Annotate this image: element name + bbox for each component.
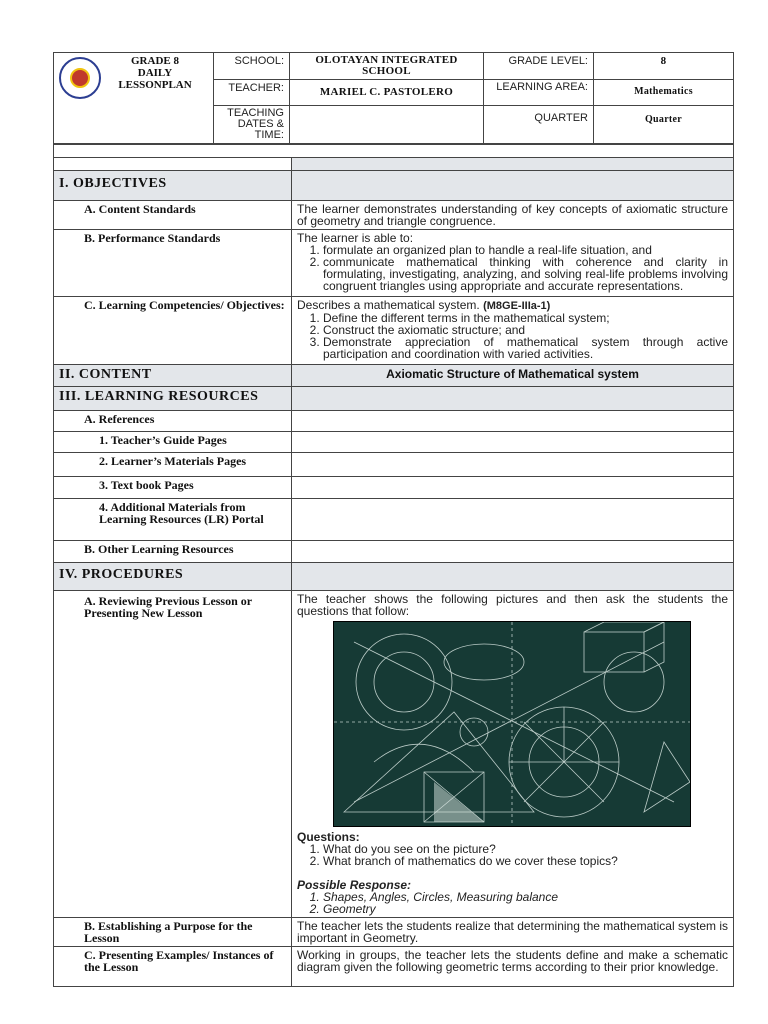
teaching-dates-label: TEACHING DATES & TIME: — [214, 106, 290, 144]
list-item: 1. Define the different terms in the mathematical system; — [323, 312, 728, 324]
quarter-value: Quarter — [594, 106, 734, 144]
list-item: 2. Construct the axiomatic structure; and — [323, 324, 728, 336]
learning-area-value: Mathematics — [594, 80, 734, 106]
textbook-pages-label: 3. Text book Pages — [54, 477, 292, 499]
list-item: 1. Shapes, Angles, Circles, Measuring balance — [323, 891, 728, 903]
teacher-value: MARIEL C. PASTOLERO — [290, 80, 484, 106]
content-heading: II. CONTENT — [54, 365, 292, 387]
main-table — [53, 144, 734, 987]
school-value: OLOTAYAN INTEGRATED SCHOOL — [290, 53, 484, 80]
establishing-purpose-label: B. Establishing a Purpose for the Lesson — [54, 918, 292, 947]
reviewing-lesson-cell: The teacher shows the following pictures and then ask the students the questions that follow: Questions: 1. What do you see on the picture? 2. What branch of mathematics do we cover these topics? Possible Response: 1. Shapes, Angles, Circles, Measuring balance 2. Geometry — [292, 591, 734, 918]
list-item: 3. Demonstrate appreciation of mathematical system through active participation and coordination with varied activities. — [323, 336, 728, 360]
tg-pages-label: 1. Teacher’s Guide Pages — [54, 432, 292, 453]
establishing-purpose-text: The teacher lets the students realize that determining the mathematical system is important in Geometry. — [292, 918, 734, 947]
school-label: SCHOOL: — [214, 53, 290, 80]
list-item: 2. What branch of mathematics do we cover these topics? — [323, 855, 728, 867]
performance-standards-text: The learner is able to: 1. formulate an organized plan to handle a real-life situation, and 2. communicate mathematical thinking with coherence and clarity in formulating, investigating, analyzing, and solving real-life problems involving congruent triangles using appropriate and accurate representations. — [292, 230, 734, 297]
possible-response-label: Possible Response: — [297, 878, 412, 892]
reviewing-lesson-label: A. Reviewing Previous Lesson or Presenting New Lesson — [54, 591, 292, 918]
teacher-label: TEACHER: — [214, 80, 290, 106]
performance-standards-label: B. Performance Standards — [54, 230, 292, 297]
geometry-drawing-icon — [334, 622, 690, 826]
header-table — [53, 52, 734, 144]
list-item: 2. communicate mathematical thinking with coherence and clarity in formulating, investigating, analyzing, and solving real-life problems involving congruent triangles using appropriate and accurate representations. — [323, 256, 728, 292]
competency-code: (M8GE-IIIa-1) — [483, 300, 551, 312]
content-text: Axiomatic Structure of Mathematical system — [292, 365, 734, 387]
lr-portal-label: 4. Additional Materials from Learning Resources (LR) Portal — [54, 499, 292, 541]
list-item: 2. Geometry — [323, 903, 728, 915]
lesson-plan-title: GRADE 8 DAILY LESSONPLAN — [54, 53, 214, 144]
competencies-text: Describes a mathematical system. (M8GE-IIIa-1) 1. Define the different terms in the mathematical system; 2. Construct the axiomatic structure; and 3. Demonstrate appreciation of mathematical system through active participation and coordination with varied activities. — [292, 297, 734, 365]
competencies-label: C. Learning Competencies/ Objectives: — [54, 297, 292, 365]
lesson-plan-page — [53, 52, 733, 987]
grade-level-label: GRADE LEVEL: — [484, 53, 594, 80]
references-label: A. References — [54, 411, 292, 432]
procedures-heading: IV. PROCEDURES — [54, 563, 292, 591]
learning-area-label: LEARNING AREA: — [484, 80, 594, 106]
deped-seal-icon — [59, 57, 101, 99]
objectives-heading: I. OBJECTIVES — [54, 171, 292, 201]
teaching-dates-value — [290, 106, 484, 144]
spacer-row — [54, 145, 734, 158]
grade-level-value: 8 — [594, 53, 734, 80]
geometry-collage-image — [333, 621, 691, 827]
lm-pages-label: 2. Learner’s Materials Pages — [54, 453, 292, 477]
list-item: 1. What do you see on the picture? — [323, 843, 728, 855]
presenting-examples-text: Working in groups, the teacher lets the students define and make a schematic diagram given the following geometric terms according to their prior knowledge. — [292, 947, 734, 987]
list-item: 1. formulate an organized plan to handle a real-life situation, and — [323, 244, 728, 256]
questions-label: Questions: — [297, 830, 360, 844]
content-standards-label: A. Content Standards — [54, 201, 292, 230]
presenting-examples-label: C. Presenting Examples/ Instances of the Lesson — [54, 947, 292, 987]
resources-heading: III. LEARNING RESOURCES — [54, 387, 292, 411]
content-standards-text: The learner demonstrates understanding of key concepts of axiomatic structure of geometry and triangle congruence. — [292, 201, 734, 230]
quarter-label: QUARTER — [484, 106, 594, 144]
other-resources-label: B. Other Learning Resources — [54, 541, 292, 563]
